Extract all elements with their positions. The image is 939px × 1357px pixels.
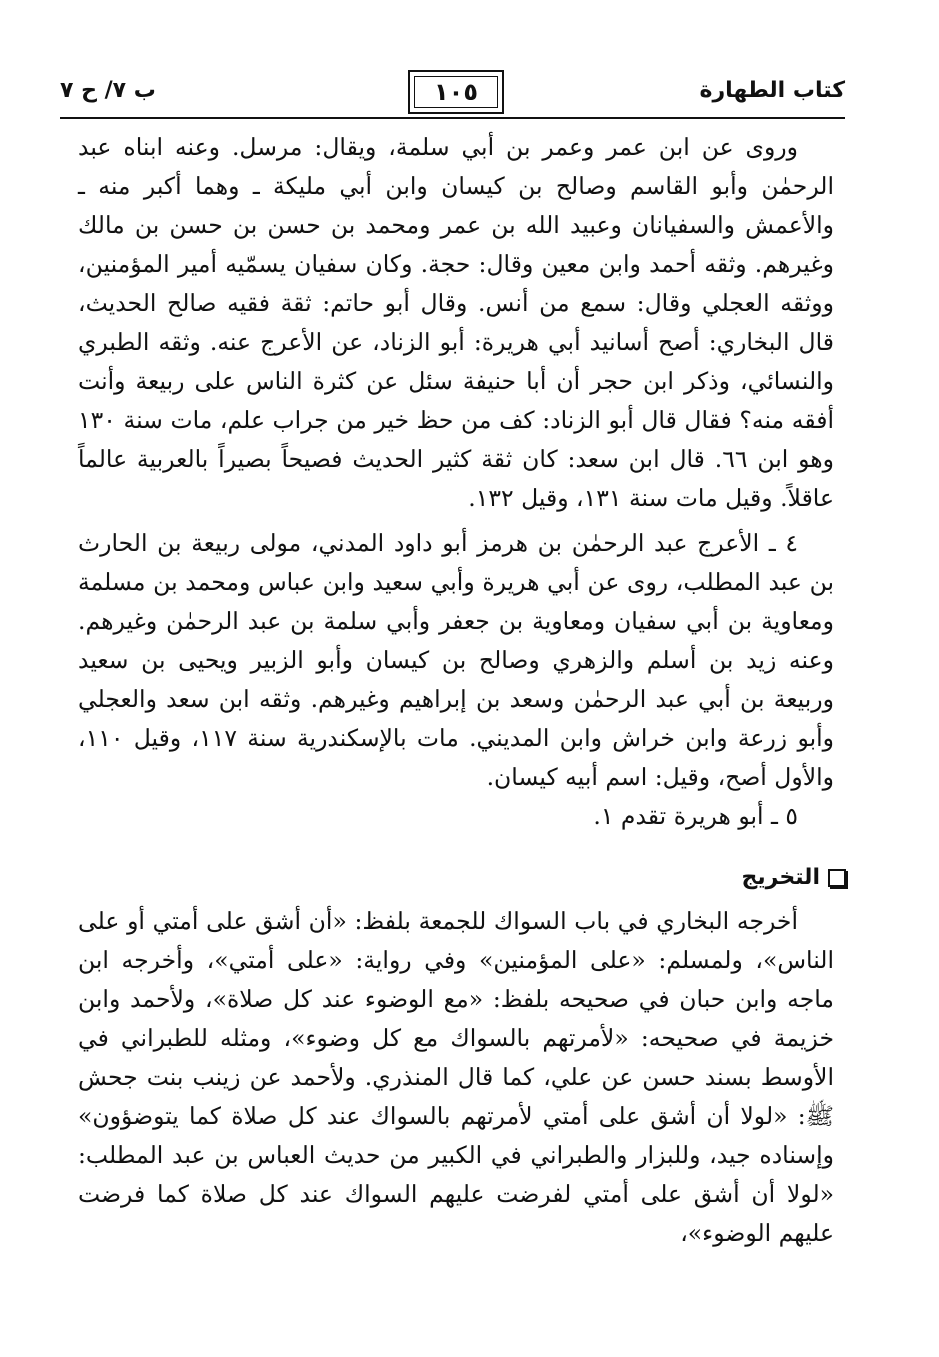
square-bullet-icon <box>828 869 846 887</box>
page-number-frame <box>408 70 504 114</box>
takhrij-paragraph: أخرجه البخاري في باب السواك للجمعة بلفظ: «أن أشق على أمتي أو على الناس»، ولمسلم: «على المؤمنين» وفي رواية: «على أمتي»، وأخرجه ابن ماجه وابن حبان في صحيحه بلفظ: «مع الوضوء عند كل صلاة»، ولأحمد وابن خزيمة في صحيحه: «لأمرتهم بالسواك مع كل وضوء»، ومثله للطبراني في الأوسط بسند حسن عن علي، كما قال المنذري. ولأحمد عن زينب بنت جحش ﷺ: «لولا أن أشق على أمتي لأمرتهم بالسواك عند كل صلاة كما يتوضؤون» وإسناده جيد، وللبزار والطبراني في الكبير من حديث العباس بن عبد المطلب: «لولا أن أشق على أمتي لفرضت عليهم السواك عند كل صلاة كما فرضت عليهم الوضوء»، <box>78 907 834 1247</box>
narrator-biography-4: ٤ ـ الأعرج عبد الرحمٰن بن هرمز أبو داود المدني، مولى ربيعة بن الحارث بن عبد المطلب، روى عن أبي هريرة وأبي سعيد وابن عباس ومحمد بن مسلمة ومعاوية بن أبي سفيان ومعاوية بن جعفر وأبي سلمة بن عبد الرحمٰن وغيرهم. وعنه زيد بن أسلم والزهري وصالح بن كيسان وأبو الزبير ويحيى بن سعيد وربيعة بن أبي عبد الرحمٰن وسعد بن إبراهيم وغيرهم. وثقه ابن سعد والعجلي وأبو زرعة وابن خراش وابن المديني. مات بالإسكندرية سنة ١١٧، وقيل ١١٠، والأول أصح، وقيل: اسم أبيه كيسان. <box>78 529 835 791</box>
running-header <box>60 68 845 128</box>
page-number: ١٠٥ <box>434 78 478 106</box>
narrator-biography-5: ٥ ـ أبو هريرة تقدم ١. <box>593 802 798 830</box>
chapter-reference: ب ٧/ ح ٧ <box>60 78 156 103</box>
takhrij-heading-label: التخريج <box>741 865 820 890</box>
main-text <box>78 128 834 1253</box>
takhrij-heading <box>78 858 846 898</box>
narrator-biography-3: وروى عن ابن عمر وعمر بن أبي سلمة، ويقال: مرسل. وعنه ابناه عبد الرحمٰن وأبو القاسم وصالح بن كيسان وابن أبي مليكة ـ وهما أكبر منه ـ والأعمش والسفيانان وعبيد الله بن عمر ومحمد بن حسن بن حسن بن مالك وغيرهم. وثقه أحمد وابن معين وقال: حجة. وكان سفيان يسمّيه أمير المؤمنين، ووثقه العجلي وقال: سمع من أنس. وقال أبو حاتم: ثقة فقيه صالح الحديث، قال البخاري: أصح أسانيد أبي هريرة: أبو الزناد، عن الأعرج عنه. وثقه الطبري والنسائي، وذكر ابن حجر أن أبا حنيفة سئل عن كثرة الناس على ربيعة وأنت أفقه منه؟ فقال قال أبو الزناد: كف من حظ خير من جراب علم، مات سنة ١٣٠ وهو ابن ٦٦. قال ابن سعد: كان ثقة كثير الحديث فصيحاً بصيراً بالعربية عالماً عاقلاً. وقيل مات سنة ١٣١، وقيل ١٣٢. <box>78 133 835 512</box>
chapter-title: كتاب الطهارة <box>699 78 845 103</box>
header-divider <box>60 117 845 119</box>
